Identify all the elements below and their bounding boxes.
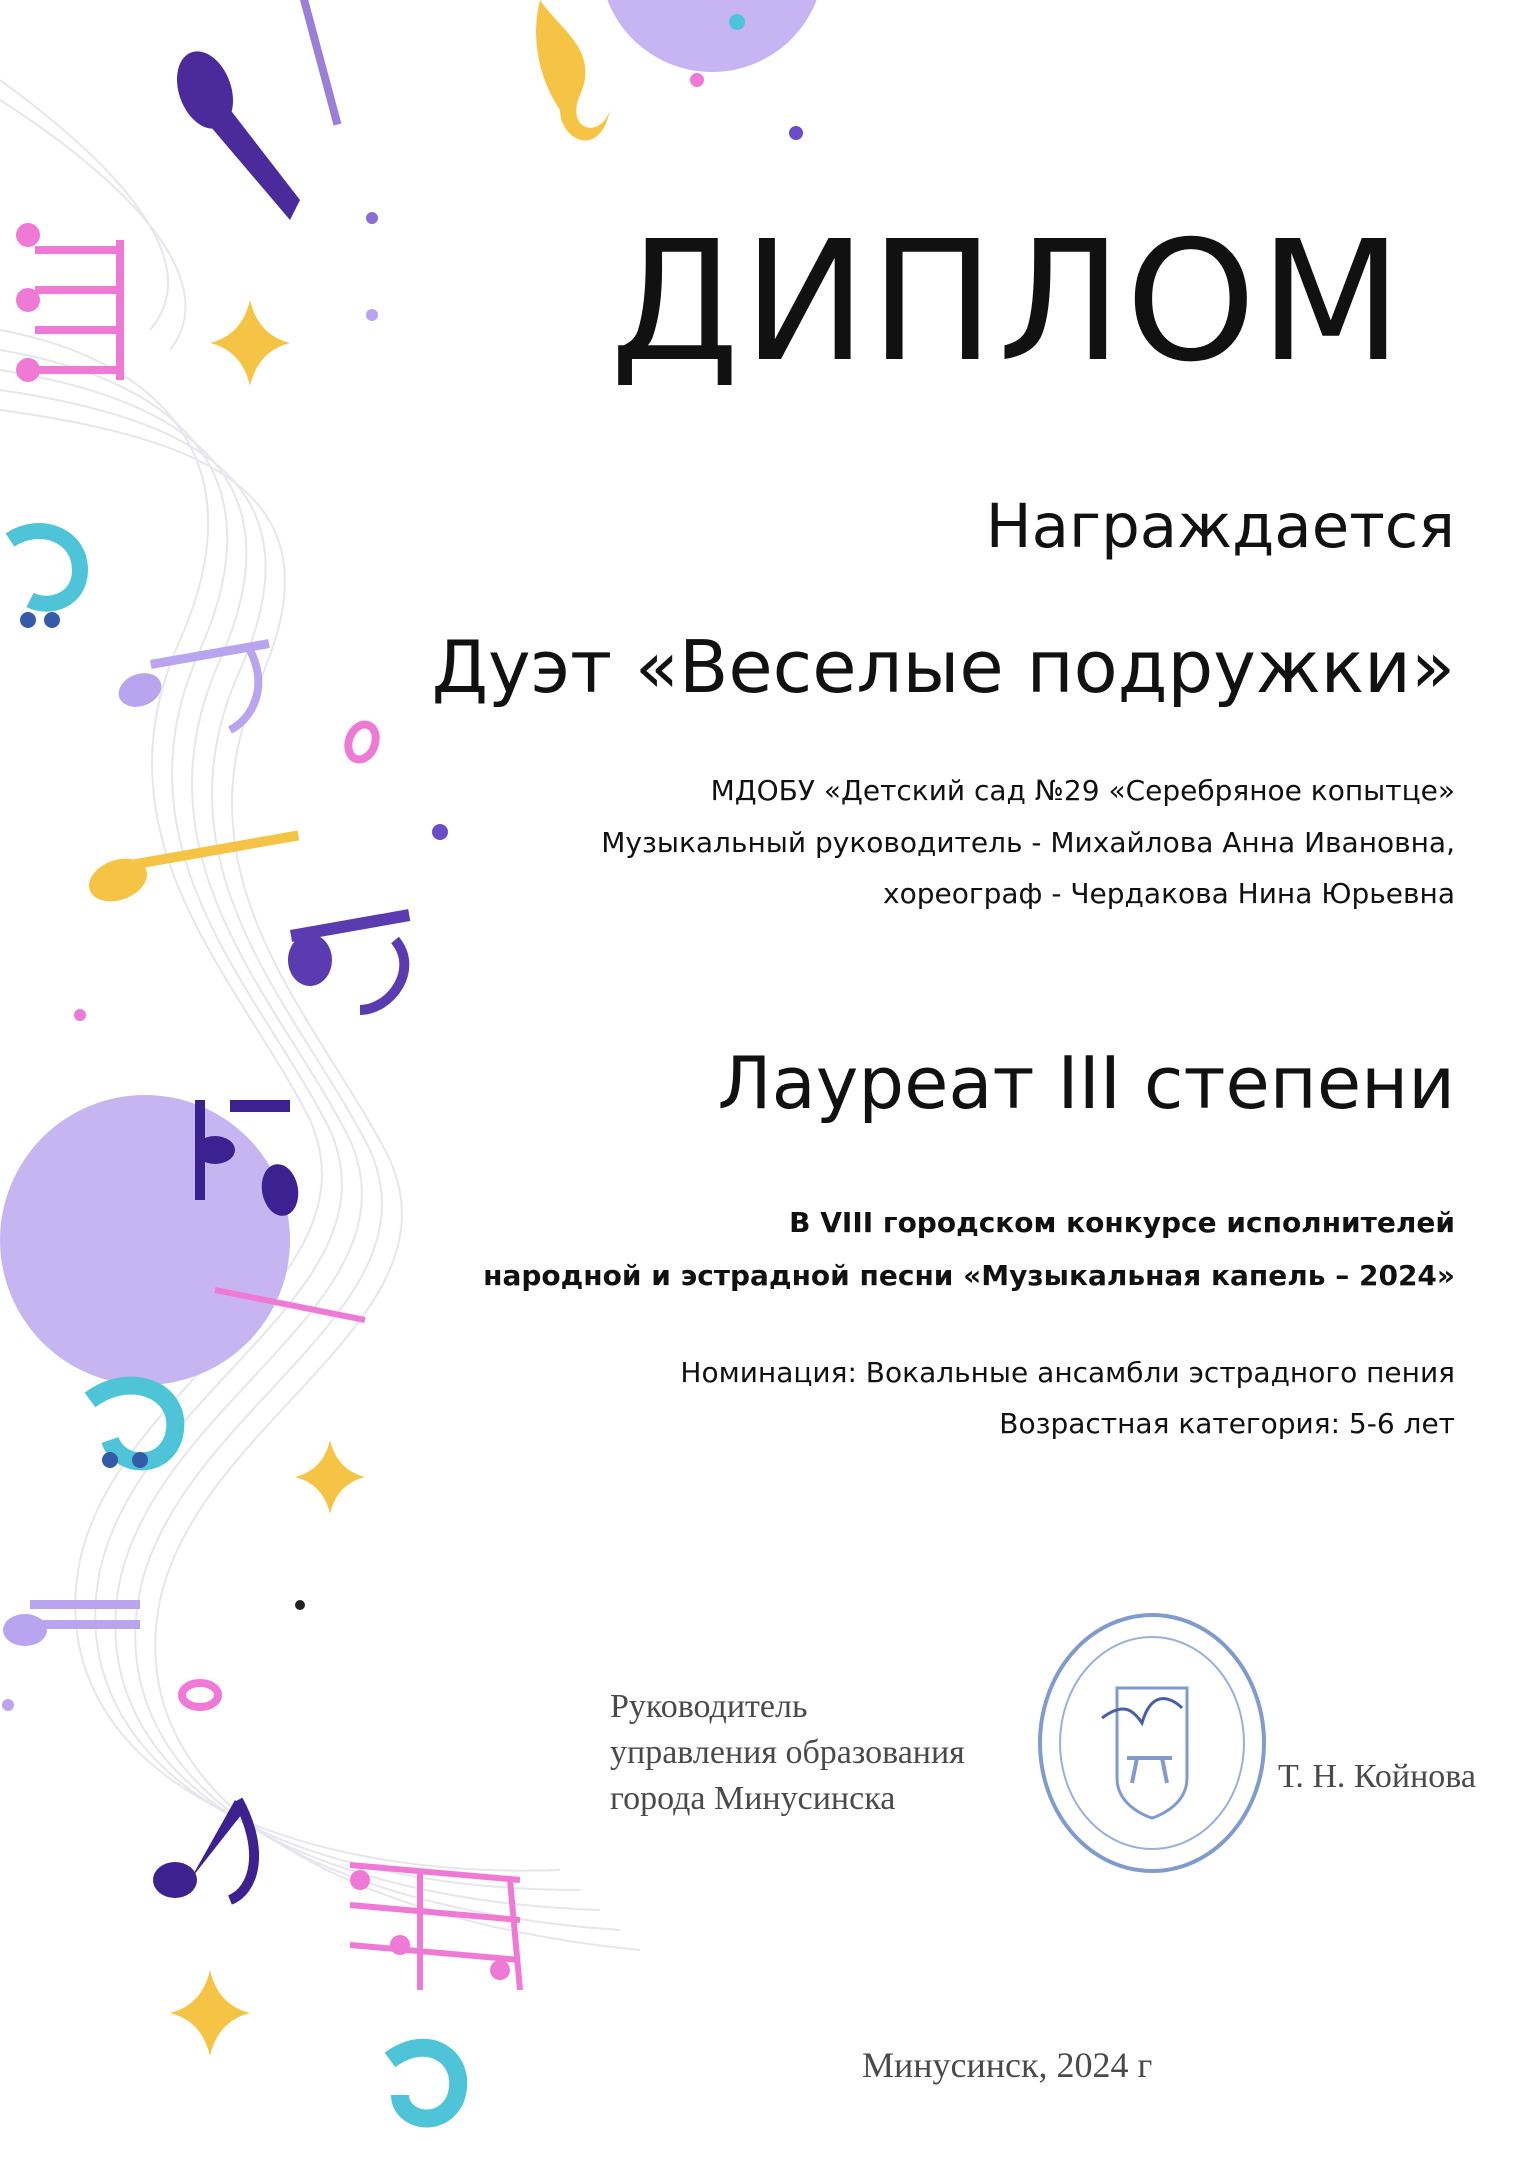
gold-note-icon [536, 0, 610, 140]
nomination: Номинация: Вокальные ансамбли эстрадного пения [680, 1356, 1455, 1389]
signer-name: Т. Н. Койнова [1278, 1758, 1476, 1795]
signer-position-line: города Минусинска [610, 1780, 896, 1817]
teal-clef-icon [390, 2048, 458, 2119]
place-date: Минусинск, 2024 г [862, 2045, 1153, 2085]
teal-clef-icon [10, 531, 80, 604]
contest-line: народной и эстрадной песни «Музыкальная капель – 2024» [483, 1259, 1455, 1292]
staff-lines [0, 80, 640, 1950]
gold-note-icon [83, 830, 299, 909]
award-title: Лауреат III степени [717, 1041, 1455, 1125]
diploma-title: ДИПЛОМ [610, 206, 1406, 399]
recipient-name: Дуэт «Веселые подружки» [431, 625, 1455, 709]
lavender-circle-top [600, 0, 824, 72]
contest-line: В VIII городском конкурсе исполнителей [789, 1206, 1455, 1239]
purple-note-icon [288, 909, 410, 1010]
organization-line: хореограф - Чердакова Нина Юрьевна [883, 877, 1455, 910]
sparkle-icon [210, 300, 290, 386]
age-category: Возрастная категория: 5-6 лет [999, 1407, 1455, 1440]
whole-note-icon [182, 1683, 218, 1707]
signer-position-line: управления образования [610, 1734, 965, 1771]
whole-note-icon [344, 721, 381, 764]
signer-position-line: Руководитель [610, 1688, 808, 1725]
eighth-note-icon [167, 0, 341, 220]
lavender-circle-mid [0, 1095, 290, 1385]
organization-line: Музыкальный руководитель - Михайлова Анна Ивановна, [601, 826, 1455, 859]
sparkle-icon [170, 1970, 250, 2056]
official-seal-icon [1032, 1608, 1272, 1878]
lavender-note-icon [3, 1600, 140, 1646]
sparkle-icon [295, 1440, 365, 1514]
purple-note-icon [153, 1800, 254, 1900]
pink-beamed-note-icon [35, 240, 120, 380]
awarded-label: Награждается [985, 491, 1455, 562]
organization-line: МДОБУ «Детский сад №29 «Серебряное копытце» [710, 774, 1455, 807]
